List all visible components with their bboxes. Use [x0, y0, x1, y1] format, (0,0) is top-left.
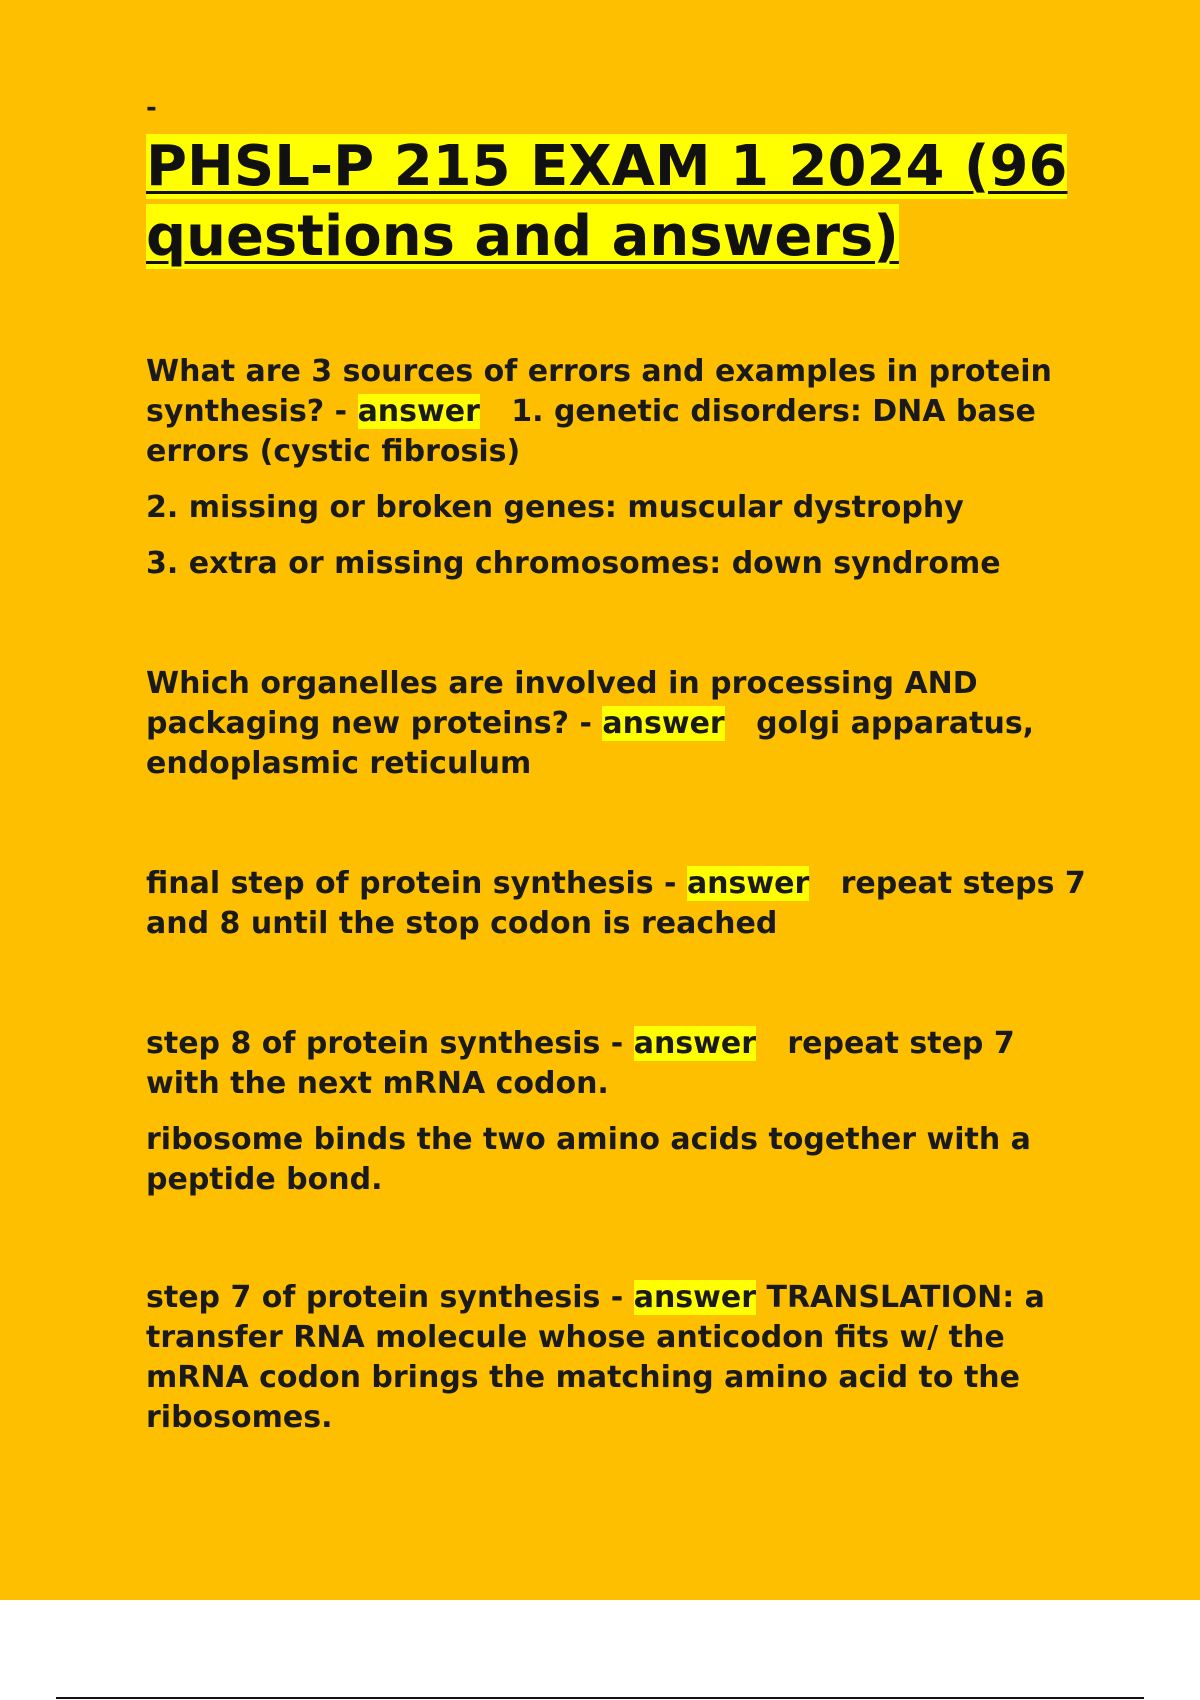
question-text: step 8 of protein synthesis -	[146, 1026, 634, 1061]
qa-item	[146, 864, 1086, 944]
answer-line: 3. extra or missing chromosomes: down syndrome	[146, 546, 1001, 581]
document-title	[146, 132, 1086, 272]
header-dash: -	[146, 93, 157, 123]
answer-label: answer	[633, 1026, 757, 1061]
answer-text: TRANSLATION: a transfer RNA molecule whose anticodon fits w/ the mRNA codon brings the matching amino acid to the ribosomes.	[146, 1280, 1045, 1435]
answer-text: repeat step 7 with the next mRNA codon.	[146, 1026, 1015, 1101]
answer-label: answer	[686, 866, 810, 901]
qa-list	[146, 352, 1086, 1438]
answer-label: answer	[602, 706, 725, 741]
question-text: Which organelles are involved in processing AND packaging new proteins? -	[146, 666, 978, 741]
answer-line: 2. missing or broken genes: muscular dystrophy	[146, 490, 964, 525]
question-text: What are 3 sources of errors and examples in protein synthesis? -	[146, 354, 1052, 429]
qa-question	[146, 864, 1086, 944]
question-text: final step of protein synthesis -	[146, 866, 687, 901]
answer-text: repeat steps 7 and 8 until the stop codon is reached	[146, 866, 1086, 941]
qa-question	[146, 352, 1086, 472]
answer-line: ribosome binds the two amino acids together with a peptide bond.	[146, 1122, 1031, 1197]
qa-question	[146, 664, 1086, 784]
answer-text: 1. genetic disorders: DNA base errors (cystic fibrosis)	[146, 394, 1036, 469]
document-content	[146, 88, 1086, 1454]
qa-question	[146, 1278, 1086, 1438]
qa-item	[146, 664, 1086, 784]
document-title-text: PHSL-P 215 EXAM 1 2024 (96 questions and answers)	[146, 134, 1068, 269]
qa-item	[146, 352, 1086, 584]
answer-label: answer	[357, 394, 480, 429]
qa-item	[146, 1024, 1086, 1200]
question-text: step 7 of protein synthesis -	[146, 1280, 634, 1315]
qa-question	[146, 1024, 1086, 1104]
answer-text: golgi apparatus, endoplasmic reticulum	[146, 706, 1035, 781]
answer-label: answer	[633, 1280, 757, 1315]
footer-divider	[56, 1697, 1144, 1699]
qa-item	[146, 1278, 1086, 1438]
